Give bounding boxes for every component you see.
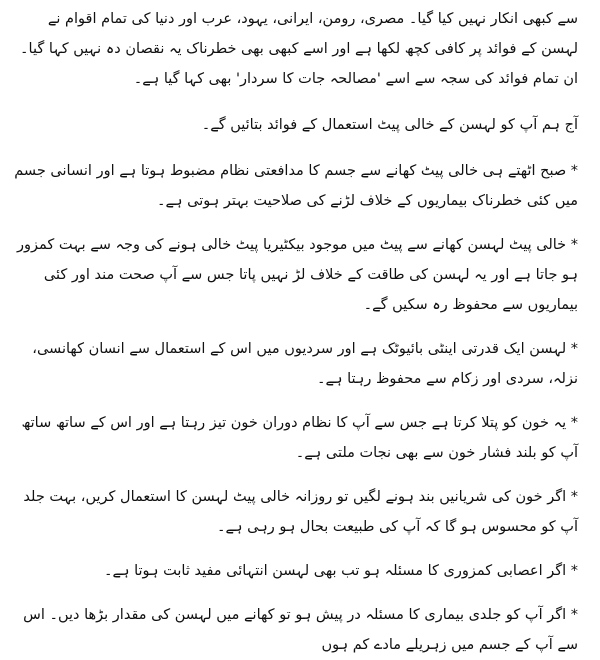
- benefit-item: * اگر اعصابی کمزوری کا مسئلہ ہو تب بھی لہسن انتہائی مفید ثابت ہوتا ہے۔: [103, 563, 578, 579]
- section-heading: آج ہم آپ کو لہسن کے خالی پیٹ استعمال کے فوائد بتائیں گے۔: [201, 117, 578, 133]
- benefit-item: * اگر آپ کو جلدی بیماری کا مسئلہ در پیش ہو تو کھانے میں لہسن کی مقدار بڑھا دیں۔ اس سے آپ کے جسم میں زہریلے مادے کم ہوں: [23, 607, 578, 653]
- benefit-item: * خالی پیٹ لہسن کھانے سے پیٹ میں موجود بیکٹیریا پیٹ خالی ہونے کی وجہ سے بہت کمزور ہو جاتا ہے اور یہ لہسن کی طاقت کے خلاف لڑ نہیں پاتا جس سے آپ صحت مند اور کئی بیماریوں سے محفوظ رہ سکیں گے۔: [16, 237, 578, 313]
- benefit-item: * اگر خون کی شریانیں بند ہونے لگیں تو روزانہ خالی پیٹ لہسن کا استعمال کریں، بہت جلد آپ کو محسوس ہو گا کہ آپ کی طبیعت بحال ہو رہی ہے۔: [23, 489, 578, 535]
- benefit-item: * صبح اٹھتے ہی خالی پیٹ کھانے سے جسم کا مدافعتی نظام مضبوط ہوتا ہے اور انسانی جسم میں کئی خطرناک بیماریوں کے خلاف لڑنے کی صلاحیت بہتر ہوتی ہے۔: [14, 163, 578, 209]
- benefit-item: * یہ خون کو پتلا کرتا ہے جس سے آپ کا نظام دوران خون تیز رہتا ہے اور اس کے ساتھ ساتھ آپ کو بلند فشار خون سے بھی نجات ملتی ہے۔: [21, 415, 578, 461]
- benefit-item: * لہسن ایک قدرتی اینٹی بائیوٹک ہے اور سردیوں میں اس کے استعمال سے انسان کھانسی، نزلہ، سردی اور زکام سے محفوظ رہتا ہے۔: [32, 341, 578, 387]
- intro-paragraph: سے کبھی انکار نہیں کیا گیا۔ مصری، رومن، ایرانی، یہود، عرب اور دنیا کی تمام اقوام نے لہسن کے فوائد پر کافی کچھ لکھا ہے اور اسے کبھی بھی خطرناک یہ نقصان دہ نہیں کہا گیا۔ ان تمام فوائد کی سجہ سے اسے 'مصالحہ جات کا سردار' بھی کہا گیا ہے۔: [20, 11, 578, 87]
